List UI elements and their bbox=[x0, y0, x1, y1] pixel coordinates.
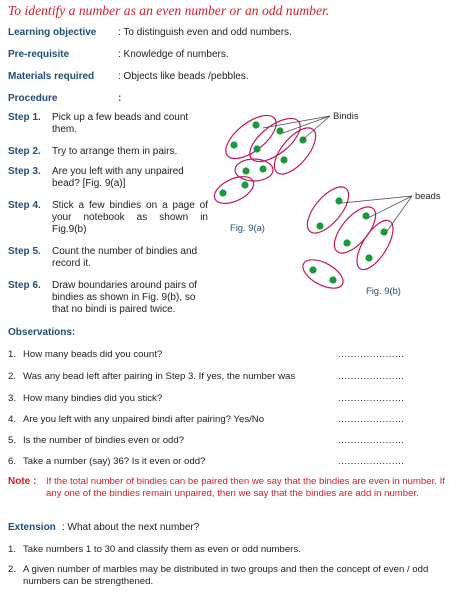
bindi bbox=[335, 197, 342, 204]
leader-lines bbox=[263, 116, 412, 234]
prerequisite-value: : Knowledge of numbers. bbox=[118, 49, 229, 60]
extension-2-number: 2. bbox=[8, 564, 17, 575]
prerequisite-label: Pre-requisite bbox=[8, 49, 70, 60]
extension-2-text: A given number of marbles may be distributed in two groups and then the concept of even / odd numbers can be strengthened. bbox=[23, 564, 429, 587]
note-text: If the total number of bindies can be paired then we say that the bindies are even in number. If any one of the bindies remain unpaired, then we say that the bindies are add in number. bbox=[46, 476, 445, 499]
bead bbox=[280, 156, 287, 163]
step-4-label: Step 4. bbox=[8, 200, 41, 211]
observation-3-number: 3. bbox=[8, 393, 17, 404]
step-3-label: Step 3. bbox=[8, 166, 41, 177]
observation-1-number: 1. bbox=[8, 349, 17, 360]
materials-label: Materials required bbox=[8, 71, 95, 82]
materials-value: : Objects like beads /pebbles. bbox=[118, 71, 249, 82]
fig-9b-caption: Fig. 9(b) bbox=[366, 285, 401, 296]
bindis-label: Bindis bbox=[333, 110, 359, 121]
extension-1-text: Take numbers 1 to 30 and classify them as even or odd numbers. bbox=[23, 544, 301, 555]
step-5-label: Step 5. bbox=[8, 246, 41, 257]
observation-2-number: 2. bbox=[8, 371, 17, 382]
extension-1-number: 1. bbox=[8, 544, 17, 555]
bindi bbox=[316, 222, 323, 229]
observation-5-number: 5. bbox=[8, 435, 17, 446]
bead bbox=[259, 165, 266, 172]
procedure-label: Procedure bbox=[8, 93, 58, 104]
bead bbox=[230, 141, 237, 148]
step-5-text: Count the number of bindies and record it. bbox=[52, 246, 198, 269]
bead bbox=[276, 127, 283, 134]
step-6-text: Draw boundaries around pairs of bindies as shown in Fig. 9(b), so that no bindi is paired twice. bbox=[52, 280, 198, 315]
extension-value: : What about the next number? bbox=[62, 522, 200, 533]
leader-line bbox=[263, 116, 330, 128]
step-6-label: Step 6. bbox=[8, 280, 41, 291]
step-1-text: Pick up a few beads and count them. bbox=[52, 112, 189, 135]
observation-4-number: 4. bbox=[8, 414, 17, 425]
pair-ring bbox=[327, 200, 383, 260]
observation-5-blank: ..................... bbox=[338, 435, 405, 446]
bindi bbox=[362, 212, 369, 219]
pair-rings bbox=[210, 107, 400, 294]
bead bbox=[241, 181, 248, 188]
bead bbox=[252, 121, 259, 128]
leader-line bbox=[368, 196, 412, 218]
observation-4-blank: ..................... bbox=[338, 414, 405, 425]
leader-line bbox=[385, 196, 412, 234]
step-2-text: Try to arrange them in pairs. bbox=[52, 146, 178, 157]
observation-6-number: 6. bbox=[8, 456, 17, 467]
observation-3-text: How many bindies did you stick? bbox=[23, 393, 163, 404]
observation-2-text: Was any bead left after pairing in Step 3. If yes, the number was bbox=[23, 371, 296, 382]
observation-2-blank: ..................... bbox=[338, 371, 405, 382]
pair-ring bbox=[210, 171, 257, 209]
bindi bbox=[343, 239, 350, 246]
note-label: Note : bbox=[8, 476, 37, 487]
step-4-text: Stick a few bindies on a page of your notebook as shown in Fig.9(b) bbox=[52, 200, 208, 235]
observation-1-text: How many beads did you count? bbox=[23, 349, 163, 360]
step-2-label: Step 2. bbox=[8, 146, 41, 157]
observation-1-blank: ..................... bbox=[338, 349, 405, 360]
bindi bbox=[309, 266, 316, 273]
observation-3-blank: ..................... bbox=[338, 393, 405, 404]
bead bbox=[219, 189, 226, 196]
learning-objective-label: Learning objective bbox=[8, 27, 97, 38]
step-3-text: Are you left with any unpaired bead? [Fig. 9(a)] bbox=[52, 166, 184, 189]
pair-ring bbox=[267, 121, 323, 181]
step-1-label: Step 1. bbox=[8, 112, 41, 123]
fig-9a-caption: Fig. 9(a) bbox=[230, 222, 265, 233]
observation-5-text: Is the number of bindies even or odd? bbox=[23, 435, 185, 446]
procedure-colon: : bbox=[118, 93, 122, 104]
extension-label: Extension bbox=[8, 522, 56, 533]
pair-ring bbox=[300, 180, 356, 240]
observation-6-text: Take a number (say) 36? Is it even or odd? bbox=[23, 456, 206, 467]
bindi bbox=[329, 276, 336, 283]
activity-title: To identify a number as an even number or an odd number. bbox=[8, 3, 330, 18]
pair-ring bbox=[235, 159, 273, 181]
bindi bbox=[365, 254, 372, 261]
leader-line bbox=[342, 196, 412, 203]
observations-label: Observations: bbox=[8, 327, 76, 338]
bead bbox=[242, 167, 249, 174]
bead bbox=[253, 145, 260, 152]
beads-label: beads bbox=[415, 190, 441, 201]
bindi-dots bbox=[309, 197, 387, 283]
learning-objective-value: : To distinguish even and odd numbers. bbox=[118, 27, 292, 38]
pair-ring bbox=[298, 254, 347, 294]
observation-4-text: Are you left with any unpaired bindi after pairing? Yes/No bbox=[23, 414, 265, 425]
bead-dots bbox=[219, 121, 306, 196]
observation-6-blank: ..................... bbox=[338, 456, 405, 467]
